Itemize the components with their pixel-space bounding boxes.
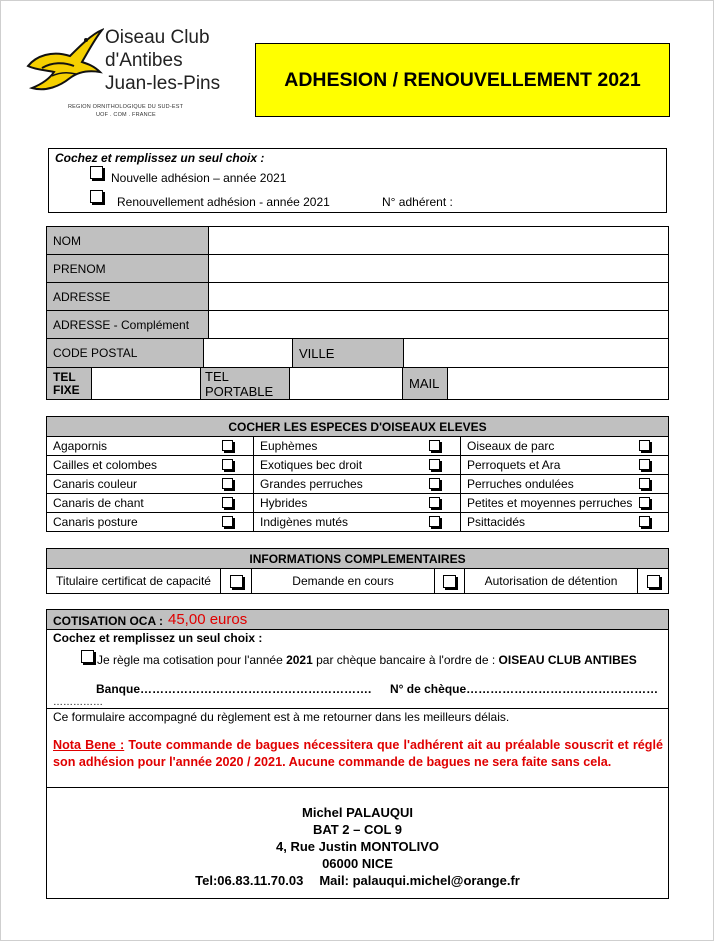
mail-label: MAIL: [403, 368, 448, 400]
divider-1: [47, 708, 668, 709]
contact-line-2: 4, Rue Justin MONTOLIVO: [275, 839, 439, 854]
code-postal-label: CODE POSTAL: [47, 339, 204, 368]
species-label: Agapornis: [53, 439, 108, 453]
species-cell: [461, 475, 669, 494]
tel-fixe-input[interactable]: [92, 368, 201, 400]
membership-choice-box: [48, 148, 667, 213]
cotisation-label: COTISATION OCA :: [53, 614, 163, 628]
contact-phone-mail: [47, 872, 668, 889]
species-checkbox[interactable]: [429, 440, 440, 451]
tel-fixe-label: TEL FIXE: [47, 368, 92, 400]
info-certificat-label: Titulaire certificat de capacité: [47, 569, 221, 594]
species-cell: [47, 513, 254, 532]
ville-input[interactable]: [404, 339, 669, 368]
species-cell: [461, 437, 669, 456]
nota-bene-label: Nota Bene :: [53, 738, 125, 752]
species-cell: [47, 456, 254, 475]
logo-line-1: Oiseau Club: [105, 27, 210, 48]
renewal-checkbox[interactable]: [90, 190, 103, 203]
species-table: [46, 416, 669, 532]
contact-name: Michel PALAUQUI: [302, 805, 413, 820]
ville-label: VILLE: [293, 339, 404, 368]
logo-subtitle-2: UOF . COM . FRANCE: [96, 112, 156, 118]
return-note: Ce formulaire accompagné du règlement est à me retourner dans les meilleurs délais.: [53, 710, 510, 724]
form-title: ADHESION / RENOUVELLEMENT 2021: [255, 43, 670, 117]
info-autorisation-label: Autorisation de détention: [465, 569, 638, 594]
species-checkbox[interactable]: [429, 516, 440, 527]
payment-text: Je règle ma cotisation pour l'année 2021 par chèque bancaire à l'ordre de : OISEAU CLUB ANTIBES: [97, 653, 637, 667]
species-cell: [461, 513, 669, 532]
logo-line-3: Juan-les-Pins: [105, 73, 221, 94]
species-label: Canaris couleur: [53, 477, 138, 491]
species-cell: [254, 475, 461, 494]
species-cell: [254, 513, 461, 532]
info-certificat-cell: [221, 569, 252, 594]
cotisation-box: [46, 609, 669, 899]
species-checkbox[interactable]: [429, 478, 440, 489]
info-autorisation-checkbox[interactable]: [647, 575, 660, 588]
contact-address: [47, 804, 668, 889]
cotisation-heading: Cochez et remplissez un seul choix :: [53, 631, 263, 645]
info-heading: INFORMATIONS COMPLEMENTAIRES: [47, 549, 669, 569]
species-checkbox[interactable]: [639, 459, 650, 470]
species-checkbox[interactable]: [639, 516, 650, 527]
prenom-label: PRENOM: [47, 255, 209, 283]
identity-table: [46, 226, 669, 400]
tel-portable-input[interactable]: [290, 368, 403, 400]
species-cell: [254, 437, 461, 456]
choice-heading: Cochez et remplissez un seul choix :: [55, 151, 265, 165]
tel-portable-label: TEL PORTABLE: [201, 368, 290, 400]
species-checkbox[interactable]: [222, 440, 233, 451]
species-checkbox[interactable]: [222, 497, 233, 508]
species-label: Perruches ondulées: [467, 477, 574, 491]
info-table: [46, 548, 669, 594]
species-checkbox[interactable]: [222, 459, 233, 470]
adresse-input[interactable]: [209, 283, 669, 311]
code-postal-input[interactable]: [204, 339, 293, 368]
mail-input[interactable]: [448, 368, 669, 400]
species-cell: [47, 437, 254, 456]
info-autorisation-cell: [638, 569, 669, 594]
cheque-number-field[interactable]: N° de chèque…………………………………………: [390, 682, 659, 696]
species-cell: [47, 494, 254, 513]
species-checkbox[interactable]: [222, 516, 233, 527]
species-checkbox[interactable]: [429, 459, 440, 470]
new-membership-checkbox[interactable]: [90, 166, 103, 179]
adresse-complement-label: ADRESSE - Complément: [47, 311, 209, 339]
banque-field[interactable]: Banque………………………………………………….: [96, 682, 372, 696]
species-cell: [461, 456, 669, 475]
species-checkbox[interactable]: [429, 497, 440, 508]
species-label: Cailles et colombes: [53, 458, 158, 472]
prenom-input[interactable]: [209, 255, 669, 283]
species-heading: COCHER LES ESPECES D'OISEAUX ELEVES: [47, 417, 669, 437]
bird-logo-icon: [22, 26, 104, 98]
species-label: Hybrides: [260, 496, 308, 510]
info-demande-label: Demande en cours: [252, 569, 435, 594]
species-label: Perroquets et Ara: [467, 458, 561, 472]
species-checkbox[interactable]: [639, 478, 650, 489]
contact-line-3: 06000 NICE: [322, 856, 393, 871]
logo-line-2: d'Antibes: [105, 50, 183, 71]
species-label: Grandes perruches: [260, 477, 363, 491]
species-label: Canaris de chant: [53, 496, 144, 510]
renewal-label: Renouvellement adhésion - année 2021: [117, 195, 330, 209]
payment-checkbox[interactable]: [81, 650, 94, 663]
species-cell: [254, 456, 461, 475]
info-certificat-checkbox[interactable]: [230, 575, 243, 588]
divider-2: [47, 787, 668, 788]
species-label: Euphèmes: [260, 439, 318, 453]
adresse-complement-input[interactable]: [209, 311, 669, 339]
cotisation-header: [47, 610, 668, 630]
species-label: Psittacidés: [467, 515, 526, 529]
species-label: Oiseaux de parc: [467, 439, 555, 453]
adresse-label: ADRESSE: [47, 283, 209, 311]
nom-label: NOM: [47, 227, 209, 255]
cotisation-amount: 45,00 euros: [168, 611, 248, 628]
logo-subtitle-1: REGION ORNITHOLOGIQUE DU SUD-EST: [68, 104, 184, 110]
species-checkbox[interactable]: [639, 497, 650, 508]
species-checkbox[interactable]: [639, 440, 650, 451]
species-cell: [254, 494, 461, 513]
member-number-label: N° adhérent :: [382, 195, 453, 209]
species-label: Canaris posture: [53, 515, 138, 529]
contact-mail[interactable]: Mail: palauqui.michel@orange.fr: [319, 873, 520, 888]
species-cell: [461, 494, 669, 513]
contact-phone: Tel:06.83.11.70.03: [195, 873, 304, 888]
species-cell: [47, 475, 254, 494]
species-checkbox[interactable]: [222, 478, 233, 489]
new-membership-label: Nouvelle adhésion – année 2021: [111, 171, 287, 185]
species-label: Indigènes mutés: [260, 515, 349, 529]
nota-bene-text: Toute commande de bagues nécessitera que l'adhérent ait au préalable souscrit et réglé son adhésion pour l'année 2020 / 2021. Aucune commande de bagues ne sera faite sans cela.: [53, 738, 663, 769]
info-demande-cell: [435, 569, 465, 594]
contact-line-1: BAT 2 – COL 9: [312, 822, 403, 837]
nota-bene: [53, 737, 663, 771]
species-label: Exotiques bec droit: [260, 458, 363, 472]
nom-input[interactable]: [209, 227, 669, 255]
info-demande-checkbox[interactable]: [443, 575, 456, 588]
dots-line: ……………: [53, 697, 103, 708]
species-label: Petites et moyennes perruches: [467, 496, 633, 510]
club-logo: [22, 24, 242, 124]
